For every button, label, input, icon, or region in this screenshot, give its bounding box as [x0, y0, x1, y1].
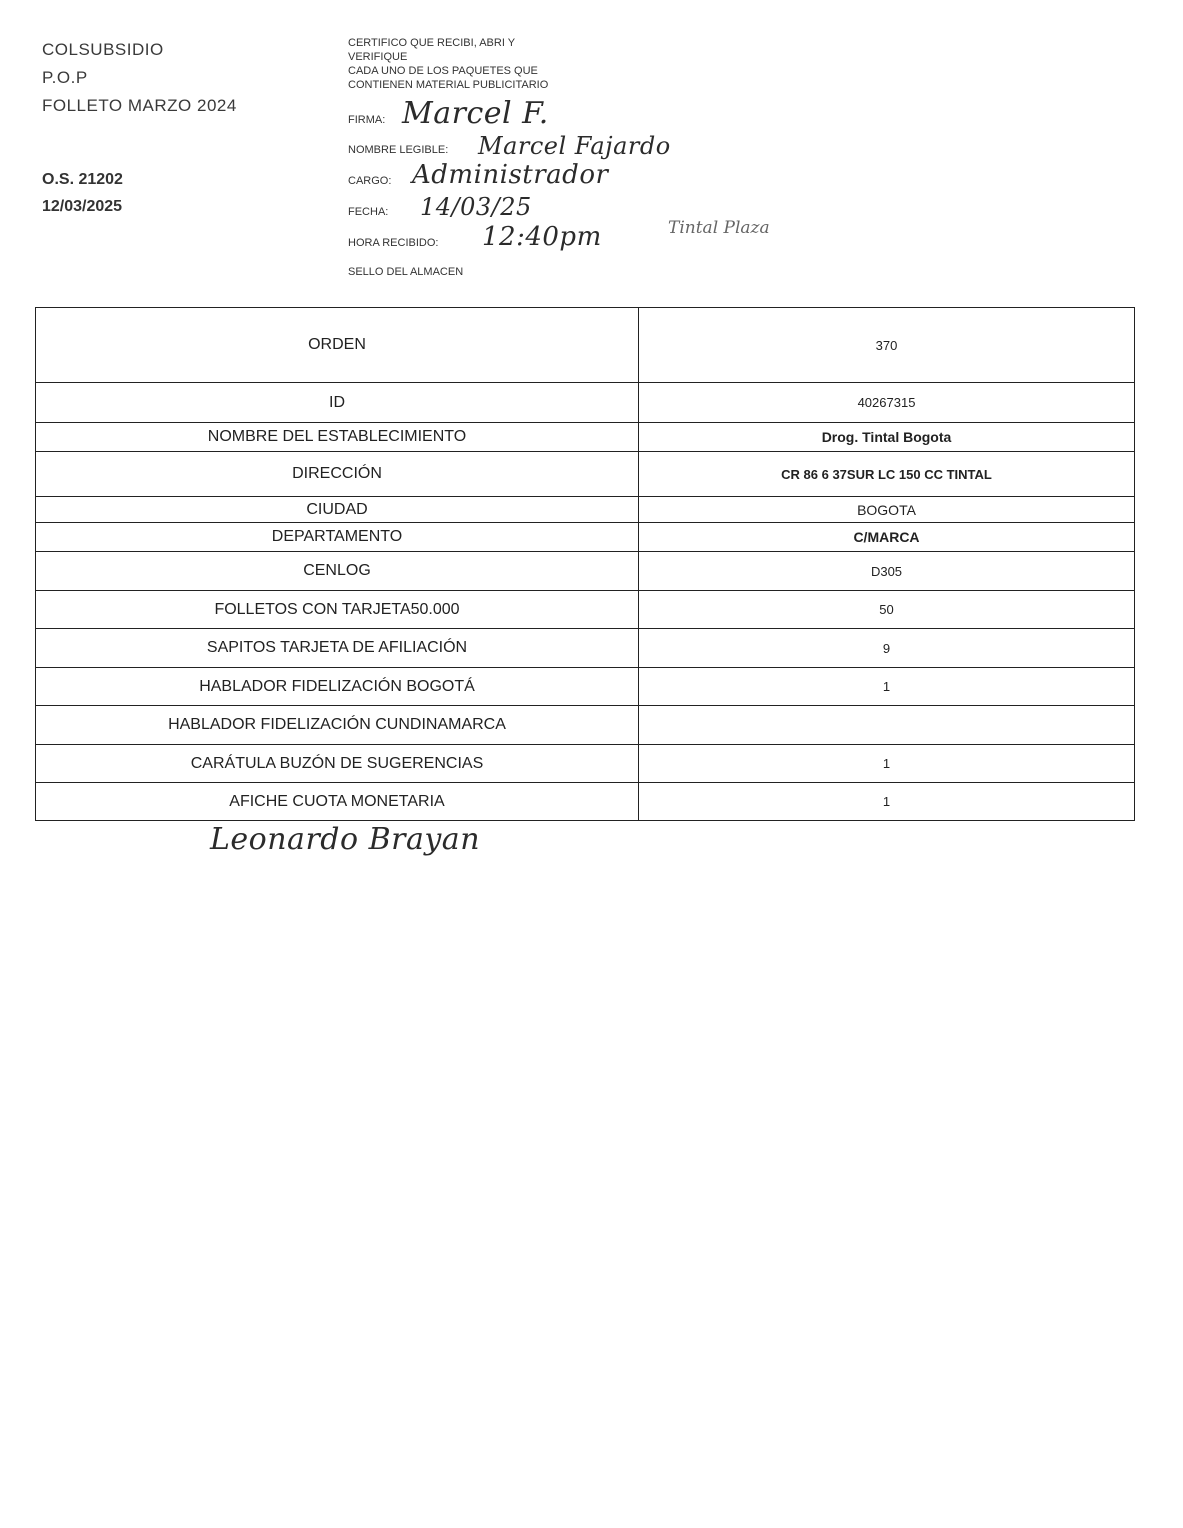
firma-signature: Marcel F.: [402, 96, 549, 131]
row-value: 50: [639, 591, 1135, 629]
table-row: [36, 745, 1135, 783]
row-value: C/MARCA: [639, 523, 1135, 552]
cargo-label: CARGO:: [348, 175, 392, 187]
row-label: HABLADOR FIDELIZACIÓN BOGOTÁ: [36, 668, 639, 706]
row-value: 1: [639, 745, 1135, 783]
row-value: 1: [639, 783, 1135, 821]
row-label: CARÁTULA BUZÓN DE SUGERENCIAS: [36, 745, 639, 783]
cert-line: CONTIENEN MATERIAL PUBLICITARIO: [348, 79, 549, 91]
table-row: [36, 552, 1135, 591]
row-label: ORDEN: [36, 308, 639, 383]
row-value: CR 86 6 37SUR LC 150 CC TINTAL: [639, 452, 1135, 497]
table-row: [36, 706, 1135, 745]
row-label: ID: [36, 383, 639, 423]
table-row: [36, 629, 1135, 668]
table-row: [36, 423, 1135, 452]
row-value: D305: [639, 552, 1135, 591]
nombre-value: Marcel Fajardo: [478, 132, 671, 160]
folleto-label: FOLLETO MARZO 2024: [42, 96, 237, 115]
table-row: [36, 668, 1135, 706]
table-row: [36, 783, 1135, 821]
nombre-label: NOMBRE LEGIBLE:: [348, 144, 449, 156]
order-service-block: [42, 166, 123, 220]
certification-text: [348, 36, 618, 92]
table-row: [36, 497, 1135, 523]
row-value: Drog. Tintal Bogota: [639, 423, 1135, 452]
table-row: [36, 383, 1135, 423]
row-value: 1: [639, 668, 1135, 706]
row-value: 40267315: [639, 383, 1135, 423]
row-label: SAPITOS TARJETA DE AFILIACIÓN: [36, 629, 639, 668]
row-label: NOMBRE DEL ESTABLECIMIENTO: [36, 423, 639, 452]
fecha-label: FECHA:: [348, 206, 389, 218]
row-value: BOGOTA: [639, 497, 1135, 523]
row-label: DEPARTAMENTO: [36, 523, 639, 552]
table-row: [36, 523, 1135, 552]
row-label: CIUDAD: [36, 497, 639, 523]
os-date: 12/03/2025: [42, 198, 123, 215]
row-value: [639, 706, 1135, 745]
pop-label: P.O.P: [42, 68, 88, 87]
row-label: CENLOG: [36, 552, 639, 591]
table-row: [36, 591, 1135, 629]
row-value: 370: [639, 308, 1135, 383]
company-name: COLSUBSIDIO: [42, 40, 164, 59]
row-label: AFICHE CUOTA MONETARIA: [36, 783, 639, 821]
sello-label: SELLO DEL ALMACEN: [348, 266, 464, 278]
company-header: [42, 36, 237, 120]
hora-label: HORA RECIBIDO:: [348, 237, 439, 249]
cert-line: CERTIFICO QUE RECIBI, ABRI Y: [348, 37, 516, 49]
fecha-value: 14/03/25: [420, 193, 532, 221]
table-row: [36, 452, 1135, 497]
bottom-signature: Leonardo Brayan: [210, 822, 481, 857]
table-row: [36, 308, 1135, 383]
os-number: O.S. 21202: [42, 171, 123, 188]
cert-line: CADA UNO DE LOS PAQUETES QUE: [348, 65, 538, 77]
store-stamp: Tintal Plaza: [668, 218, 770, 238]
firma-label: FIRMA:: [348, 114, 386, 126]
row-label: HABLADOR FIDELIZACIÓN CUNDINAMARCA: [36, 706, 639, 745]
hora-value: 12:40pm: [482, 222, 602, 252]
cargo-value: Administrador: [412, 160, 609, 190]
row-label: FOLLETOS CON TARJETA50.000: [36, 591, 639, 629]
order-table: [35, 307, 1135, 821]
cert-line: VERIFIQUE: [348, 51, 408, 63]
row-value: 9: [639, 629, 1135, 668]
row-label: DIRECCIÓN: [36, 452, 639, 497]
